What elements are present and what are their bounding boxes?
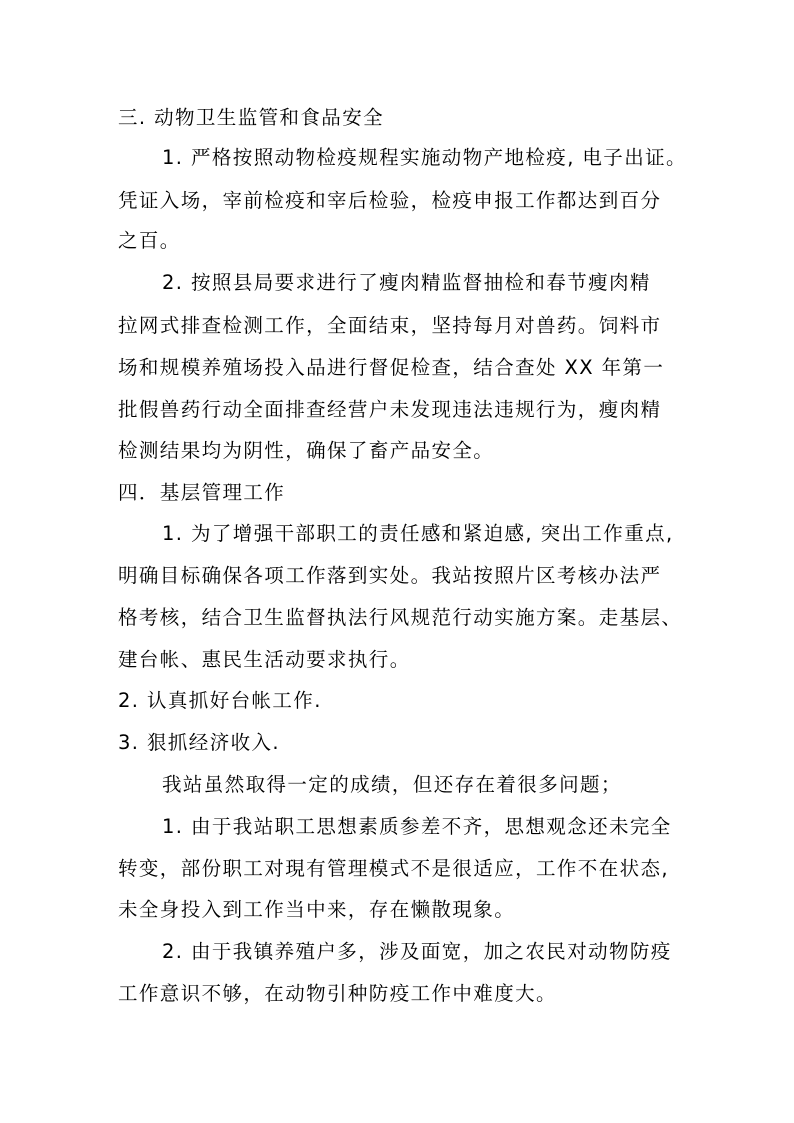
- list-item: 3. 狠抓经济收入.: [118, 731, 281, 754]
- paragraph-line: 转变，部份职工对現有管理模式不是很适应，工作不在状态,: [118, 857, 669, 880]
- list-item: 2. 认真抓好台帐工作.: [118, 689, 322, 712]
- paragraph-line: 我站虽然取得一定的成绩，但还存在着很多问题；: [162, 773, 622, 796]
- paragraph-line: 1. 为了增强干部职工的责任感和紧迫感, 突出工作重点,: [162, 522, 674, 545]
- paragraph-line: 工作意识不够，在动物引种防疫工作中难度大。: [118, 982, 557, 1005]
- section-heading-4: 四．基层管理工作: [118, 481, 286, 504]
- paragraph-line: 拉网式排查检测工作，全面结束，坚持每月对兽药。饲料市: [118, 314, 662, 337]
- paragraph-line: 凭证入场，宰前检疫和宰后检验，检疫申报工作都达到百分: [118, 189, 662, 212]
- paragraph-line: 格考核，结合卫生监督执法行风规范行动实施方案。走基层、: [118, 606, 683, 629]
- paragraph-line: 未全身投入到工作当中来，存在懒散現象。: [118, 898, 516, 921]
- paragraph-line: 2. 按照县局要求进行了瘦肉精监督抽检和春节瘦肉精: [162, 271, 651, 294]
- section-heading-3: 三. 动物卫生监管和食品安全: [118, 106, 384, 129]
- paragraph-line: 场和规模养殖场投入品进行督促检查，结合查处 XX 年第一: [118, 356, 665, 379]
- paragraph-line: 建台帐、惠民生活动要求执行。: [118, 648, 411, 671]
- paragraph-line: 之百。: [118, 229, 181, 252]
- paragraph-line: 2. 由于我镇养殖户多，涉及面宽，加之农民对动物防疫: [162, 940, 672, 963]
- paragraph-line: 明确目标确保各项工作落到实处。我站按照片区考核办法严: [118, 564, 662, 587]
- paragraph-line: 1. 由于我站职工思想素质参差不齐，思想观念还未完全: [162, 815, 672, 838]
- paragraph-line: 批假兽药行动全面排查经营户未发现违法违规行为，瘦肉精: [118, 398, 662, 421]
- paragraph-line: 检测结果均为阴性，确保了畜产品安全。: [118, 439, 495, 462]
- paragraph-line: 1. 严格按照动物检疫规程实施动物产地检疫, 电子出证。: [162, 146, 687, 169]
